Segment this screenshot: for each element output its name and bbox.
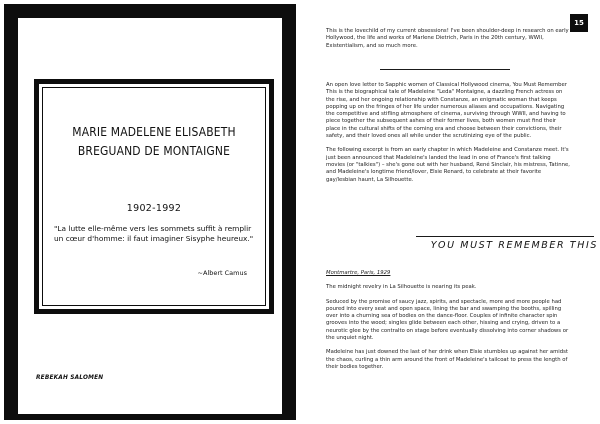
memorial-quote: "La lutte elle-même vers les sommets suffit à remplir un cœur d'homme: il faut imaginer Sisyphe heureux." bbox=[54, 224, 254, 244]
divider-rule bbox=[380, 69, 510, 70]
synopsis-paragraph-2: The following excerpt is from an early chapter in which Madeleine and Constanze meet. It's just been announced that Madeleine's landed the lead in one of France's first talking movies (or "talkies") – she's gone out with her husband, René Sinclair, his mistress, Tatinne, and Madeleine's longtime friend/lover, Elsie Renard, to celebrate at their favorite gay/lesbian haunt, La Silhouette. bbox=[326, 147, 570, 183]
memorial-quote-attribution: ~Albert Camus bbox=[197, 269, 247, 277]
excerpt-paragraph-1: The midnight revelry in La Silhouette is nearing its peak. bbox=[326, 284, 477, 291]
memorial-years: 1902-1992 bbox=[126, 203, 182, 214]
section-title: YOU MUST REMEMBER THIS bbox=[430, 240, 598, 251]
memorial-name bbox=[60, 122, 247, 160]
intro-paragraph bbox=[326, 28, 571, 57]
excerpt-paragraph-3: Madeleine has just downed the last of her drink when Elsie stumbles up against her amidst the chaos, curling a thin arm around the front of Madeleine's tailcoat to press the length of their bodies together. bbox=[326, 349, 568, 370]
section-title-rule bbox=[416, 236, 594, 237]
intro-text: This is the lovechild of my current obsessions! I've been shoulder-deep in research on early Hollywood, the life and works of Marlene Dietrich, Paris in the 20th century, WWII, Existentialism, and so much more. bbox=[326, 28, 569, 49]
page-gutter bbox=[302, 0, 310, 424]
author-name: REBEKAH SALOMEN bbox=[36, 375, 104, 381]
memorial-name-line-2: BREGUAND DE MONTAIGNE bbox=[77, 143, 231, 158]
excerpt bbox=[326, 270, 571, 378]
page-number: 15 bbox=[570, 14, 588, 32]
excerpt-location: Montmartre, Paris, 1929 bbox=[326, 270, 391, 276]
synopsis-paragraph-1: An open love letter to Sapphic women of Classical Hollywood cinema, You Must Remember This is the biographical tale of Madeleine "Leda" Montaigne, a dazzling French actress on the rise, and her ongoing relationship with Constanze, an enigmatic woman that keeps popping up on the fringes of her life under numerous aliases and occupations. Navigating the competitive and stifling atmosphere of cinema, surviving through WWII, and having to piece together the subsequent ashes of their former lives, both women must find their place in the cultural shifts of the coming era and choose between their convictions, their safety, and their loved ones all while under the scrutinizing eye of the public. bbox=[326, 82, 567, 140]
memorial-name-line-1: MARIE MADELENE ELISABETH bbox=[72, 124, 236, 139]
excerpt-paragraph-2: Seduced by the promise of saucy jazz, spirits, and spectacle, more and more people had poured into every seat and open space, lining the bar and swamping the booths, spilling over into a churning sea of bodies on the dance-floor. Couples of infinite character spin grooves into the wood; singles glide between each other, hissing and crying, driven to a neurotic glee by the contralto on stage before eventually dissolving into corner shadows or the unquiet night. bbox=[326, 298, 569, 342]
memorial-card bbox=[34, 79, 274, 314]
right-page bbox=[310, 0, 600, 424]
synopsis bbox=[326, 82, 571, 191]
